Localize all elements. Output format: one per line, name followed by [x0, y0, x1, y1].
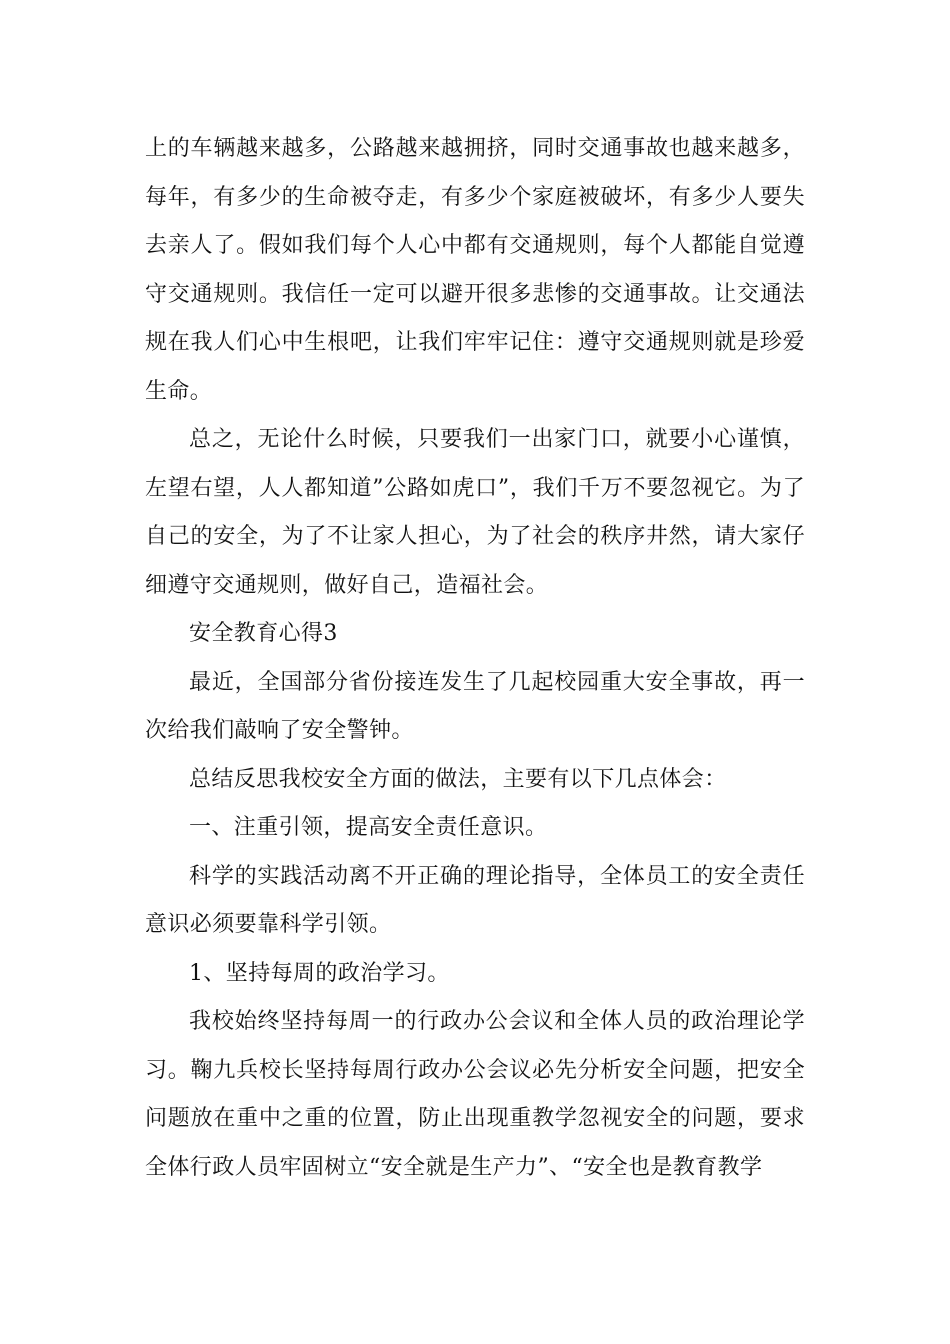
section-heading: 安全教育心得3: [189, 621, 338, 646]
paragraph-continuation: 上的车辆越来越多，公路越来越拥挤，同时交通事故也越来越多，每年，有多少的生命被夺走，有多少个家庭被破坏，有多少人要失去亲人了。假如我们每个人心中都有交通规则，每个人都能自觉遵守交通规则。我信任一定可以避开很多悲惨的交通事故。让交通法规在我人们心中生根吧，让我们牢牢记住：遵守交通规则就是珍爱生命。: [145, 136, 805, 404]
paragraph-guidance: 科学的实践活动离不开正确的理论指导，全体员工的安全责任意识必须要靠科学引领。: [145, 863, 805, 937]
subheading-one: 一、注重引领，提高安全责任意识。: [189, 815, 548, 840]
paragraph-weekly-meeting: 我校始终坚持每周一的行政办公会议和全体人员的政治理论学习。鞠九兵校长坚持每周行政办公会议必先分析安全问题，把安全问题放在重中之重的位置，防止出现重教学忽视安全的问题，要求全体行政人员牢固树立“安全就是生产力”、“安全也是教育教学: [145, 1009, 805, 1180]
paragraph-summary: 总之，无论什么时候，只要我们一出家门口，就要小心谨慎，左望右望，人人都知道”公路如虎口”，我们千万不要忽视它。为了自己的安全，为了不让家人担心，为了社会的秩序井然，请大家仔细遵守交通规则，做好自己，造福社会。: [145, 427, 805, 598]
paragraph-reflection: 总结反思我校安全方面的做法，主要有以下几点体会：: [189, 766, 727, 792]
document-body: [145, 125, 805, 1192]
subheading-weekly-study: 1、坚持每周的政治学习。: [189, 960, 450, 986]
paragraph-recent-accidents: 最近，全国部分省份接连发生了几起校园重大安全事故，再一次给我们敲响了安全警钟。: [145, 669, 805, 743]
